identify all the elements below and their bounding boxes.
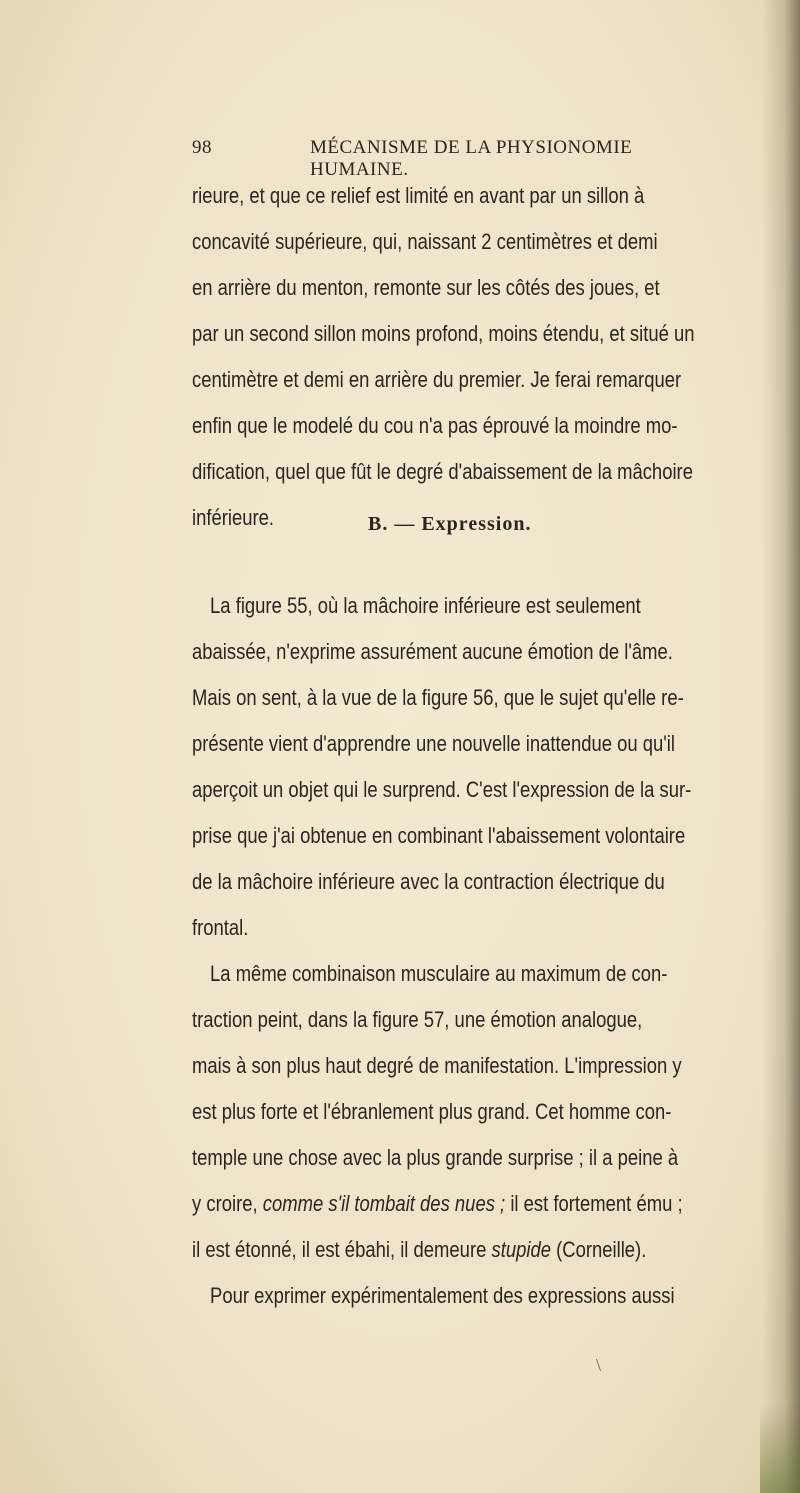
stray-mark: \ <box>596 1355 602 1375</box>
text-line: temple une chose avec la plus grande surprise ; il a peine à <box>192 1145 679 1170</box>
text-line: La même combinaison musculaire au maximum de con- <box>210 961 668 986</box>
text-line: La figure 55, où la mâchoire inférieure est seulement <box>210 593 641 618</box>
text-line: centimètre et demi en arrière du premier. Je ferai remarquer <box>192 367 682 392</box>
text-line: aperçoit un objet qui le surprend. C'est l'expression de la sur- <box>192 777 692 802</box>
text-line: enfin que le modelé du cou n'a pas éprouvé la moindre mo- <box>192 413 678 438</box>
text-run: il est fortement ému ; <box>505 1191 683 1216</box>
text-line: par un second sillon moins profond, moins étendu, et situé un <box>192 321 695 346</box>
text-line: prise que j'ai obtenue en combinant l'abaissement volontaire <box>192 823 686 848</box>
paragraph-2 <box>192 583 766 1319</box>
text-run: (Corneille). <box>550 1237 647 1262</box>
text-line: dification, quel que fût le degré d'abaissement de la mâchoire <box>192 459 693 484</box>
page-edge-shadow <box>762 0 800 1493</box>
text-line: Pour exprimer expérimentalement des expressions aussi <box>210 1283 675 1308</box>
text-line: présente vient d'apprendre une nouvelle inattendue ou qu'il <box>192 731 676 756</box>
corner-stain <box>760 1403 800 1493</box>
text-run: y croire, <box>192 1191 263 1216</box>
text-line: de la mâchoire inférieure avec la contraction électrique du <box>192 869 665 894</box>
text-line: est plus forte et l'ébranlement plus grand. Cet homme con- <box>192 1099 672 1124</box>
text-line: abaissée, n'exprime assurément aucune émotion de l'âme. <box>192 639 673 664</box>
text-line: frontal. <box>192 915 249 940</box>
text-line: inférieure. <box>192 505 275 530</box>
text-line-italic <box>192 1227 766 1273</box>
text-line-italic <box>192 1181 766 1227</box>
running-title: MÉCANISME DE LA PHYSIONOMIE HUMAINE. <box>310 137 633 180</box>
text-line: Mais on sent, à la vue de la figure 56, que le sujet qu'elle re- <box>192 685 684 710</box>
italic-word: stupide <box>491 1237 551 1262</box>
text-line: mais à son plus haut degré de manifestation. L'impression y <box>192 1053 682 1078</box>
text-line: rieure, et que ce relief est limité en avant par un sillon à <box>192 183 645 208</box>
running-header <box>192 137 689 180</box>
paragraph-1 <box>192 173 766 541</box>
text-line: traction peint, dans la figure 57, une émotion analogue, <box>192 1007 643 1032</box>
section-heading: B. — Expression. <box>368 513 532 535</box>
text-line: en arrière du menton, remonte sur les côtés des joues, et <box>192 275 660 300</box>
italic-phrase: comme s'il tombait des nues ; <box>262 1191 506 1216</box>
text-line: concavité supérieure, qui, naissant 2 centimètres et demi <box>192 229 658 254</box>
page-number: 98 <box>192 137 212 158</box>
text-run: il est étonné, il est ébahi, il demeure <box>192 1237 492 1262</box>
